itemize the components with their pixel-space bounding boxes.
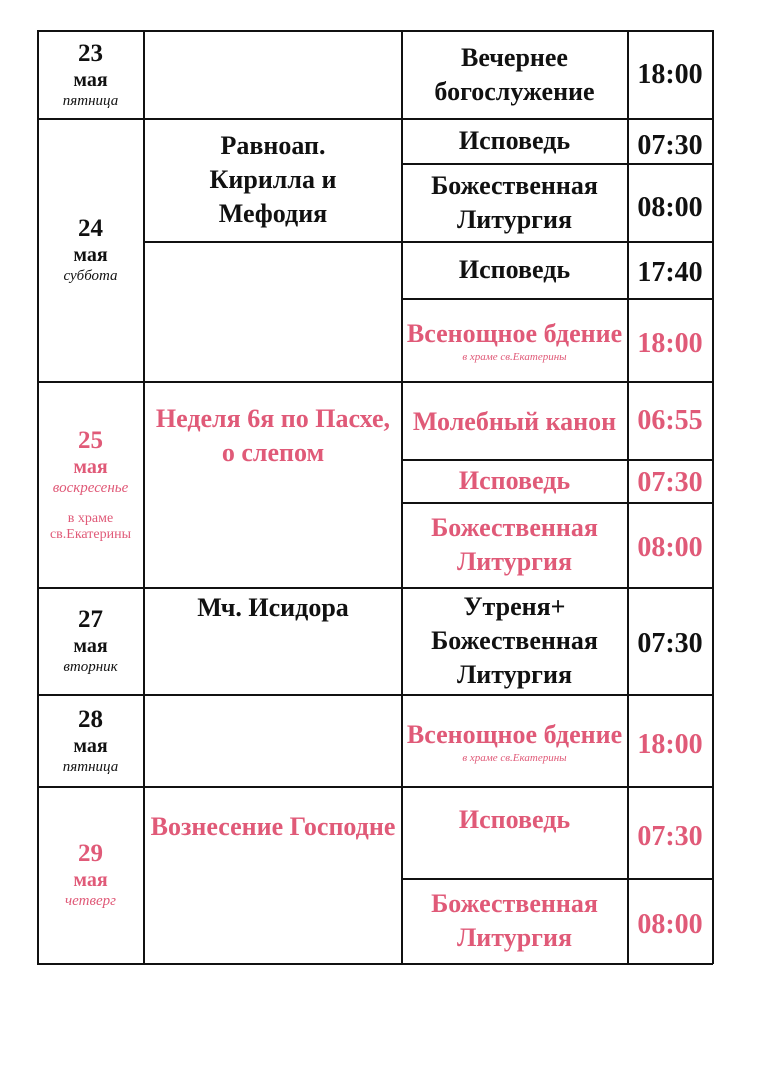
service-time: 18:00: [637, 328, 703, 359]
service-name: Исповедь: [458, 126, 571, 155]
weekday-label: пятница: [62, 758, 119, 775]
day-number: 29: [78, 840, 103, 867]
location-note: в храме св.Екатерины: [49, 510, 132, 542]
month-label: мая: [73, 244, 108, 266]
service-time: 07:30: [637, 821, 703, 852]
table-border-right: [712, 30, 714, 964]
day-number: 28: [78, 705, 103, 733]
month-label: мая: [73, 869, 108, 891]
service-name: Божественная Литургия: [431, 170, 598, 234]
month-label: мая: [73, 734, 108, 757]
date-cell-28: [38, 695, 143, 786]
weekday-label: пятница: [62, 92, 119, 109]
service-name: Исповедь: [458, 805, 571, 834]
feast-title: Неделя 6я по Пасхе, о слепом: [155, 404, 391, 467]
service-location-note: в храме св.Екатерины: [462, 351, 567, 363]
service-name: Всенощное бдение: [406, 319, 623, 348]
service-name: Вечернее богослужение: [434, 42, 595, 106]
day-number: 24: [78, 215, 103, 242]
service-name: Утреня+ Божественная Литургия: [431, 592, 598, 689]
service-block: [402, 695, 627, 786]
feast-title: Вознесение Господне: [150, 812, 396, 841]
service-time: 07:30: [637, 467, 703, 498]
service-time: 08:00: [637, 532, 703, 563]
weekday-label: четверг: [65, 893, 116, 909]
date-cell-27: [38, 588, 143, 694]
feast-divider: [143, 241, 401, 243]
service-name: Божественная Литургия: [431, 513, 598, 576]
service-name: Всенощное бдение: [406, 719, 623, 749]
month-label: мая: [73, 455, 108, 478]
feast-title: Равноап. Кирилла и Мефодия: [209, 131, 337, 228]
service-name: Исповедь: [458, 466, 571, 495]
weekday-label: суббота: [63, 268, 118, 284]
month-label: мая: [73, 68, 108, 91]
month-label: мая: [73, 635, 108, 657]
date-cell-29: [38, 787, 143, 963]
service-time: 08:00: [637, 909, 703, 940]
date-cell-23: [38, 31, 143, 118]
service-name: Исповедь: [458, 255, 571, 284]
date-cell-24: [38, 119, 143, 381]
service-time: 06:55: [637, 404, 703, 436]
service-time: 08:00: [637, 192, 703, 223]
service-time: 07:30: [637, 628, 703, 659]
date-cell-25: [38, 382, 143, 587]
service-time: 18:00: [637, 58, 703, 90]
table-border-bottom: [37, 963, 713, 965]
day-number: 27: [78, 606, 103, 633]
service-block: [402, 299, 627, 381]
col-divider-date: [143, 30, 145, 964]
service-name: Божественная Литургия: [431, 889, 598, 952]
service-time: 17:40: [637, 257, 703, 288]
day-number: 23: [78, 39, 103, 67]
weekday-label: воскресенье: [52, 479, 129, 496]
service-name: Молебный канон: [412, 406, 617, 436]
service-time: 18:00: [637, 729, 703, 760]
day-number: 25: [78, 426, 103, 454]
service-location-note: в храме св.Екатерины: [462, 751, 567, 764]
service-time: 07:30: [637, 130, 703, 161]
weekday-label: вторник: [63, 659, 118, 675]
feast-title: Мч. Исидора: [197, 593, 349, 622]
